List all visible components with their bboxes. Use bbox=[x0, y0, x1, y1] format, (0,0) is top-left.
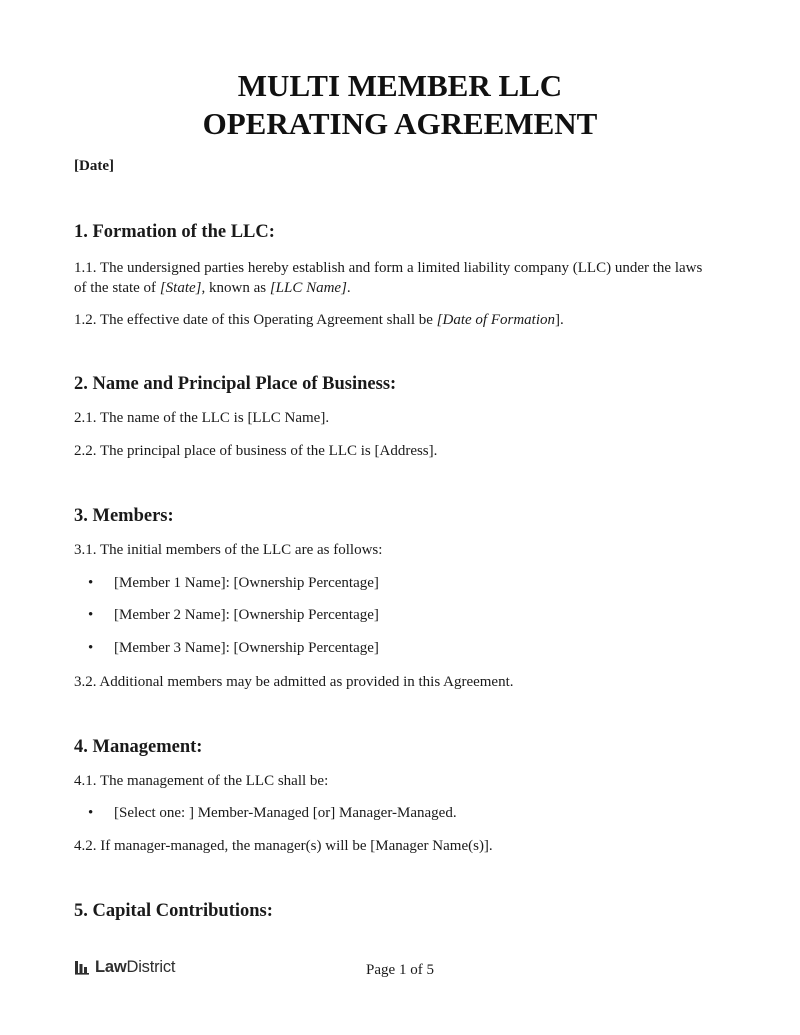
section-5-heading: 5. Capital Contributions: bbox=[74, 901, 273, 921]
bullet-icon: • bbox=[88, 640, 94, 656]
formation-date-placeholder: [Date of Formation bbox=[436, 312, 556, 328]
member-list-item: • [Member 2 Name]: [Ownership Percentage] bbox=[88, 607, 379, 623]
bullet-icon: • bbox=[88, 575, 94, 591]
section-1-heading: 1. Formation of the LLC: bbox=[74, 222, 275, 242]
logo-text-bold: Law bbox=[95, 957, 127, 976]
bullet-icon: • bbox=[88, 805, 94, 821]
section-3-paragraph-2: 3.2. Additional members may be admitted as provided in this Agreement. bbox=[74, 674, 514, 690]
section-3-heading: 3. Members: bbox=[74, 506, 174, 526]
section-2-paragraph-1: 2.1. The name of the LLC is [LLC Name]. bbox=[74, 410, 330, 426]
bullet-icon: • bbox=[88, 607, 94, 623]
state-placeholder: [State] bbox=[159, 280, 202, 296]
date-placeholder: [Date] bbox=[74, 158, 114, 174]
llc-name-placeholder: [LLC Name] bbox=[269, 280, 347, 296]
section-2-heading: 2. Name and Principal Place of Business: bbox=[74, 374, 397, 394]
section-1-paragraph-1: 1.1. The undersigned parties hereby establish and form a limited liability company (LLC) under the laws of the state of [State], known as [LLC Name]. bbox=[74, 260, 703, 296]
section-2-paragraph-2: 2.2. The principal place of business of the LLC is [Address]. bbox=[74, 443, 438, 459]
logo-text-rest: District bbox=[126, 957, 176, 976]
section-4-paragraph-1: 4.1. The management of the LLC shall be: bbox=[74, 773, 329, 789]
document-title-line-1: MULTI MEMBER LLC bbox=[237, 68, 563, 103]
page-number: Page 1 of 5 bbox=[366, 962, 434, 978]
member-list-item: • [Member 1 Name]: [Ownership Percentage] bbox=[88, 575, 379, 591]
member-list-item: • [Member 3 Name]: [Ownership Percentage] bbox=[88, 640, 379, 656]
section-3-paragraph-1: 3.1. The initial members of the LLC are as follows: bbox=[74, 542, 383, 558]
document-title-line-2: OPERATING AGREEMENT bbox=[202, 106, 598, 141]
section-4-heading: 4. Management: bbox=[74, 737, 203, 757]
section-4-paragraph-2: 4.2. If manager-managed, the manager(s) will be [Manager Name(s)]. bbox=[74, 838, 493, 854]
section-1-paragraph-2: 1.2. The effective date of this Operating Agreement shall be [Date of Formation]. bbox=[74, 312, 564, 328]
management-list-item: • [Select one: ] Member-Managed [or] Manager-Managed. bbox=[88, 805, 457, 821]
